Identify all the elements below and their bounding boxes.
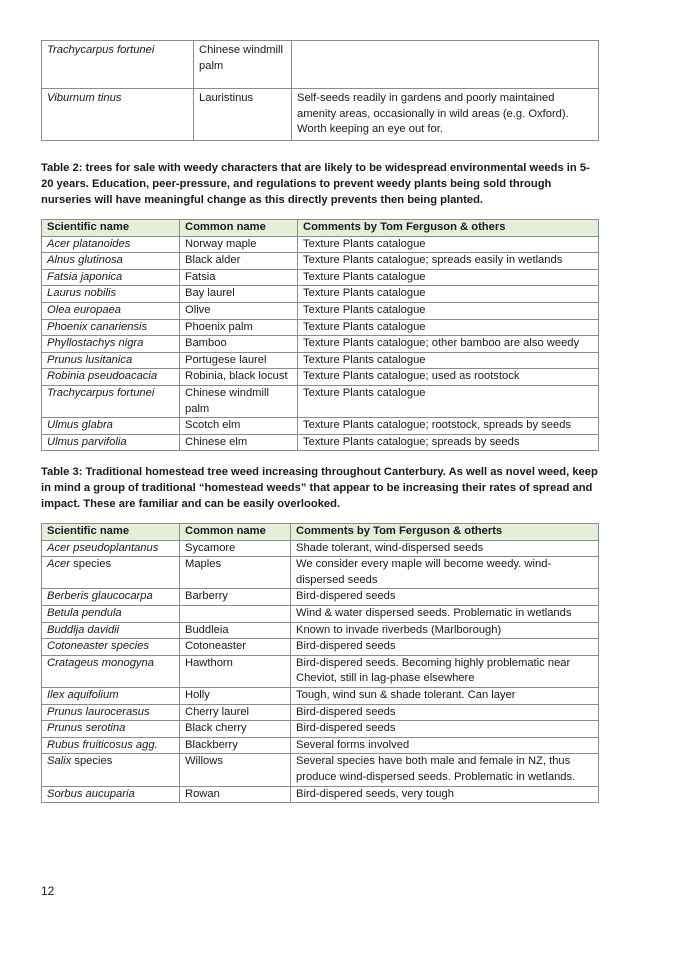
table3-caption: Table 3: Traditional homestead tree weed increasing throughout Canterbury. As well as novel weed, keep in mind a group of traditional “homestead weeds” that appear to be increasing their rates of spread and impact. These are familiar and can be easily overlooked. [41, 466, 598, 510]
header-scientific-name: Scientific name [42, 524, 180, 541]
scientific-name-cell: Alnus glutinosa [42, 253, 180, 270]
table-row [42, 721, 599, 738]
scientific-name-cell: Robinia pseudoacacia [42, 369, 180, 386]
scientific-name-cell: Fatsia japonica [42, 269, 180, 286]
comments-cell: Texture Plants catalogue [298, 385, 599, 417]
scientific-name: Acer [47, 558, 71, 571]
table-row [42, 434, 599, 451]
header-common-name: Common name [180, 220, 298, 237]
comments-cell: Bird-dispered seeds. Becoming highly problematic near Cheviot, still in lag-phase elsewhere [291, 655, 599, 687]
table-row [42, 352, 599, 369]
table-row [42, 269, 599, 286]
common-name-cell: Buddleia [180, 622, 291, 639]
table-row [42, 89, 599, 141]
comments-cell: Bird-dispered seeds [291, 704, 599, 721]
common-name-cell: Holly [180, 687, 291, 704]
header-common-name: Common name [180, 524, 291, 541]
table-row [42, 253, 599, 270]
scientific-suffix: species [71, 755, 113, 768]
common-name-cell: Chinese elm [180, 434, 298, 451]
table-row [42, 786, 599, 803]
common-name-cell: Bamboo [180, 336, 298, 353]
table-row [42, 655, 599, 687]
table1-continued [41, 40, 599, 141]
comments-cell: Known to invade riverbeds (Marlborough) [291, 622, 599, 639]
scientific-name-cell: Laurus nobilis [42, 286, 180, 303]
common-name-cell: Portugese laurel [180, 352, 298, 369]
table-row [42, 369, 599, 386]
table-row [42, 589, 599, 606]
scientific-name: Cratageus monogyna [47, 656, 154, 669]
common-name-cell: Rowan [180, 786, 291, 803]
table-row [42, 605, 599, 622]
table-row [42, 754, 599, 786]
scientific-name-cell: Viburnum tinus [42, 89, 194, 141]
header-comments: Comments by Tom Ferguson & others [298, 220, 599, 237]
scientific-name: Salix [47, 755, 72, 768]
comments-cell: Several species have both male and female in NZ, thus produce wind-dispersed seeds. Problematic in wetlands. [291, 754, 599, 786]
common-name-cell: Sycamore [180, 540, 291, 557]
common-name-cell: Scotch elm [180, 418, 298, 435]
common-name-cell: Hawthorn [180, 655, 291, 687]
header-comments: Comments by Tom Ferguson & otherts [291, 524, 599, 541]
comments-cell: Texture Plants catalogue [298, 236, 599, 253]
scientific-name-cell: Trachycarpus fortunei [42, 41, 194, 89]
scientific-name-cell: Prunus lusitanica [42, 352, 180, 369]
common-name-cell: Black alder [180, 253, 298, 270]
comments-cell: Self-seeds readily in gardens and poorly maintained amenity areas, occasionally in wild areas (e.g. Oxford). Worth keeping an eye out for. [292, 89, 599, 141]
table-row [42, 236, 599, 253]
common-name-cell: Lauristinus [194, 89, 292, 141]
scientific-name-cell: Ulmus glabra [42, 418, 180, 435]
table-row [42, 336, 599, 353]
common-name-cell: Bay laurel [180, 286, 298, 303]
scientific-name-cell: Trachycarpus fortunei [42, 385, 180, 417]
comments-cell: Texture Plants catalogue [298, 302, 599, 319]
scientific-name: Cotoneaster species [47, 640, 149, 653]
comments-cell: We consider every maple will become weedy. wind-dispersed seeds [291, 557, 599, 589]
table-row [42, 540, 599, 557]
comments-cell: Texture Plants catalogue; spreads by seeds [298, 434, 599, 451]
table-row [42, 639, 599, 656]
common-name-cell: Robinia, black locust [180, 369, 298, 386]
comments-cell: Shade tolerant, wind-dispersed seeds [291, 540, 599, 557]
scientific-name: Acer pseudoplantanus [47, 541, 159, 554]
table2-caption: Table 2: trees for sale with weedy characters that are likely to be widespread environmental weeds in 5-20 years. Education, peer-pressure, and regulations to prevent weedy plants being sold through nurseries will have meaningful change as this directly prevents then being planted. [41, 162, 590, 206]
scientific-suffix: species [70, 558, 112, 571]
table-row [42, 737, 599, 754]
scientific-name: Rubus fruiticosus agg. [47, 738, 158, 751]
scientific-name-cell: Ulmus parvifolia [42, 434, 180, 451]
scientific-name: Sorbus aucuparia [47, 787, 135, 800]
common-name-cell: Phoenix palm [180, 319, 298, 336]
table-row [42, 385, 599, 417]
comments-cell: Texture Plants catalogue [298, 286, 599, 303]
comments-cell: Texture Plants catalogue; other bamboo are also weedy [298, 336, 599, 353]
scientific-name-cell: Phoenix canariensis [42, 319, 180, 336]
comments-cell: Texture Plants catalogue [298, 269, 599, 286]
common-name-cell [180, 605, 291, 622]
common-name-cell: Cotoneaster [180, 639, 291, 656]
common-name-cell: Cherry laurel [180, 704, 291, 721]
table-row [42, 418, 599, 435]
comments-cell: Texture Plants catalogue; rootstock, spreads by seeds [298, 418, 599, 435]
scientific-name: Ilex aquifolium [47, 688, 119, 701]
scientific-name: Prunus serotina [47, 722, 126, 735]
comments-cell: Bird-dispered seeds [291, 639, 599, 656]
scientific-name-cell: Olea europaea [42, 302, 180, 319]
table-row [42, 622, 599, 639]
common-name-cell: Fatsia [180, 269, 298, 286]
table-row [42, 557, 599, 589]
common-name-cell: Willows [180, 754, 291, 786]
table-row [42, 704, 599, 721]
common-name-cell: Maples [180, 557, 291, 589]
header-scientific-name: Scientific name [42, 220, 180, 237]
table3 [41, 523, 599, 803]
common-name-cell: Barberry [180, 589, 291, 606]
scientific-name: Berberis glaucocarpa [47, 590, 153, 603]
comments-cell: Texture Plants catalogue [298, 352, 599, 369]
table-header-row [42, 220, 599, 237]
common-name-cell: Norway maple [180, 236, 298, 253]
table2 [41, 219, 599, 451]
table-row [42, 687, 599, 704]
scientific-name-cell: Phyllostachys nigra [42, 336, 180, 353]
comments-cell: Bird-dispered seeds [291, 721, 599, 738]
scientific-name: Prunus laurocerasus [47, 705, 150, 718]
common-name-cell: Chinese windmill palm [180, 385, 298, 417]
table-header-row [42, 524, 599, 541]
comments-cell: Texture Plants catalogue; used as rootstock [298, 369, 599, 386]
comments-cell: Bird-dispered seeds [291, 589, 599, 606]
table-row [42, 302, 599, 319]
common-name-cell: Chinese windmill palm [194, 41, 292, 89]
comments-cell: Wind & water dispersed seeds. Problematic in wetlands [291, 605, 599, 622]
scientific-name: Betula pendula [47, 606, 122, 619]
table-row [42, 319, 599, 336]
common-name-cell: Olive [180, 302, 298, 319]
common-name-cell: Blackberry [180, 737, 291, 754]
comments-cell: Texture Plants catalogue [298, 319, 599, 336]
scientific-name-cell: Acer platanoides [42, 236, 180, 253]
table-row [42, 41, 599, 89]
comments-cell [292, 41, 599, 89]
comments-cell: Texture Plants catalogue; spreads easily in wetlands [298, 253, 599, 270]
comments-cell: Tough, wind sun & shade tolerant. Can layer [291, 687, 599, 704]
table-row [42, 286, 599, 303]
scientific-name: Buddlja davidii [47, 623, 120, 636]
page-number: 12 [41, 884, 55, 898]
common-name-cell: Black cherry [180, 721, 291, 738]
comments-cell: Bird-dispered seeds, very tough [291, 786, 599, 803]
comments-cell: Several forms involved [291, 737, 599, 754]
